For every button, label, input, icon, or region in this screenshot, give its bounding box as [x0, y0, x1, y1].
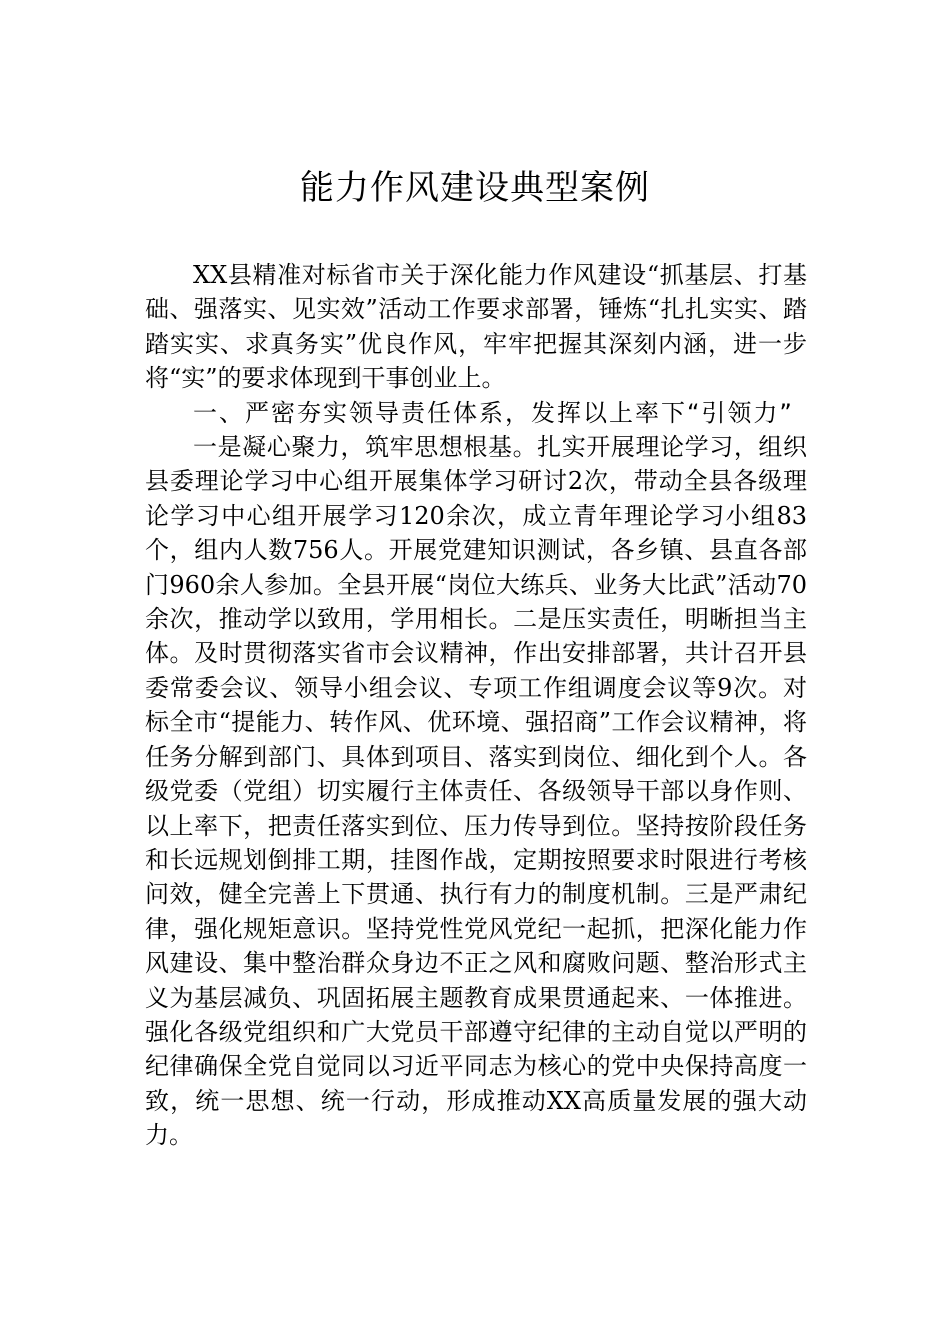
section-paragraph: 一是凝心聚力，筑牢思想根基。扎实开展理论学习，组织县委理论学习中心组开展集体学习研讨2次，带动全县各级理论学习中心组开展学习120余次，成立青年理论学习小组83个，组内人数756人。开展党建知识测试，各乡镇、县直各部门960余人参加。全县开展“岗位大练兵、业务大比武”活动70余次，推动学以致用，学用相长。二是压实责任，明晰担当主体。及时贯彻落实省市会议精神，作出安排部署，共计召开县委常委会议、领导小组会议、专项工作组调度会议等9次。对标全市“提能力、转作风、优环境、强招商”工作会议精神，将任务分解到部门、具体到项目、落实到岗位、细化到个人。各级党委（党组）切实履行主体责任、各级领导干部以身作则、以上率下，把责任落实到位、压力传导到位。坚持按阶段任务和长远规划倒排工期，挂图作战，定期按照要求时限进行考核问效，健全完善上下贯通、执行有力的制度机制。三是严肃纪律，强化规矩意识。坚持党性党风党纪一起抓，把深化能力作风建设、集中整治群众身边不正之风和腐败问题、整治形式主义为基层减负、巩固拓展主题教育成果贯通起来、一体推进。强化各级党组织和广大党员干部遵守纪律的主动自觉以严明的纪律确保全党自觉同以习近平同志为核心的党中央保持高度一致，统一思想、统一行动，形成推动XX高质量发展的强大动力。 [145, 433, 807, 1150]
section-heading: 一、严密夯实领导责任体系，发挥以上率下“引领力” [193, 398, 794, 427]
intro-paragraph: XX县精准对标省市关于深化能力作风建设“抓基层、打基础、强落实、见实效”活动工作要求部署，锤炼“扎扎实实、踏踏实实、求真务实”优良作风，牢牢把握其深刻内涵，进一步将“实”的要求体现到干事创业上。 [145, 261, 807, 393]
document-title: 能力作风建设典型案例 [300, 168, 650, 208]
document-body [145, 258, 807, 1153]
